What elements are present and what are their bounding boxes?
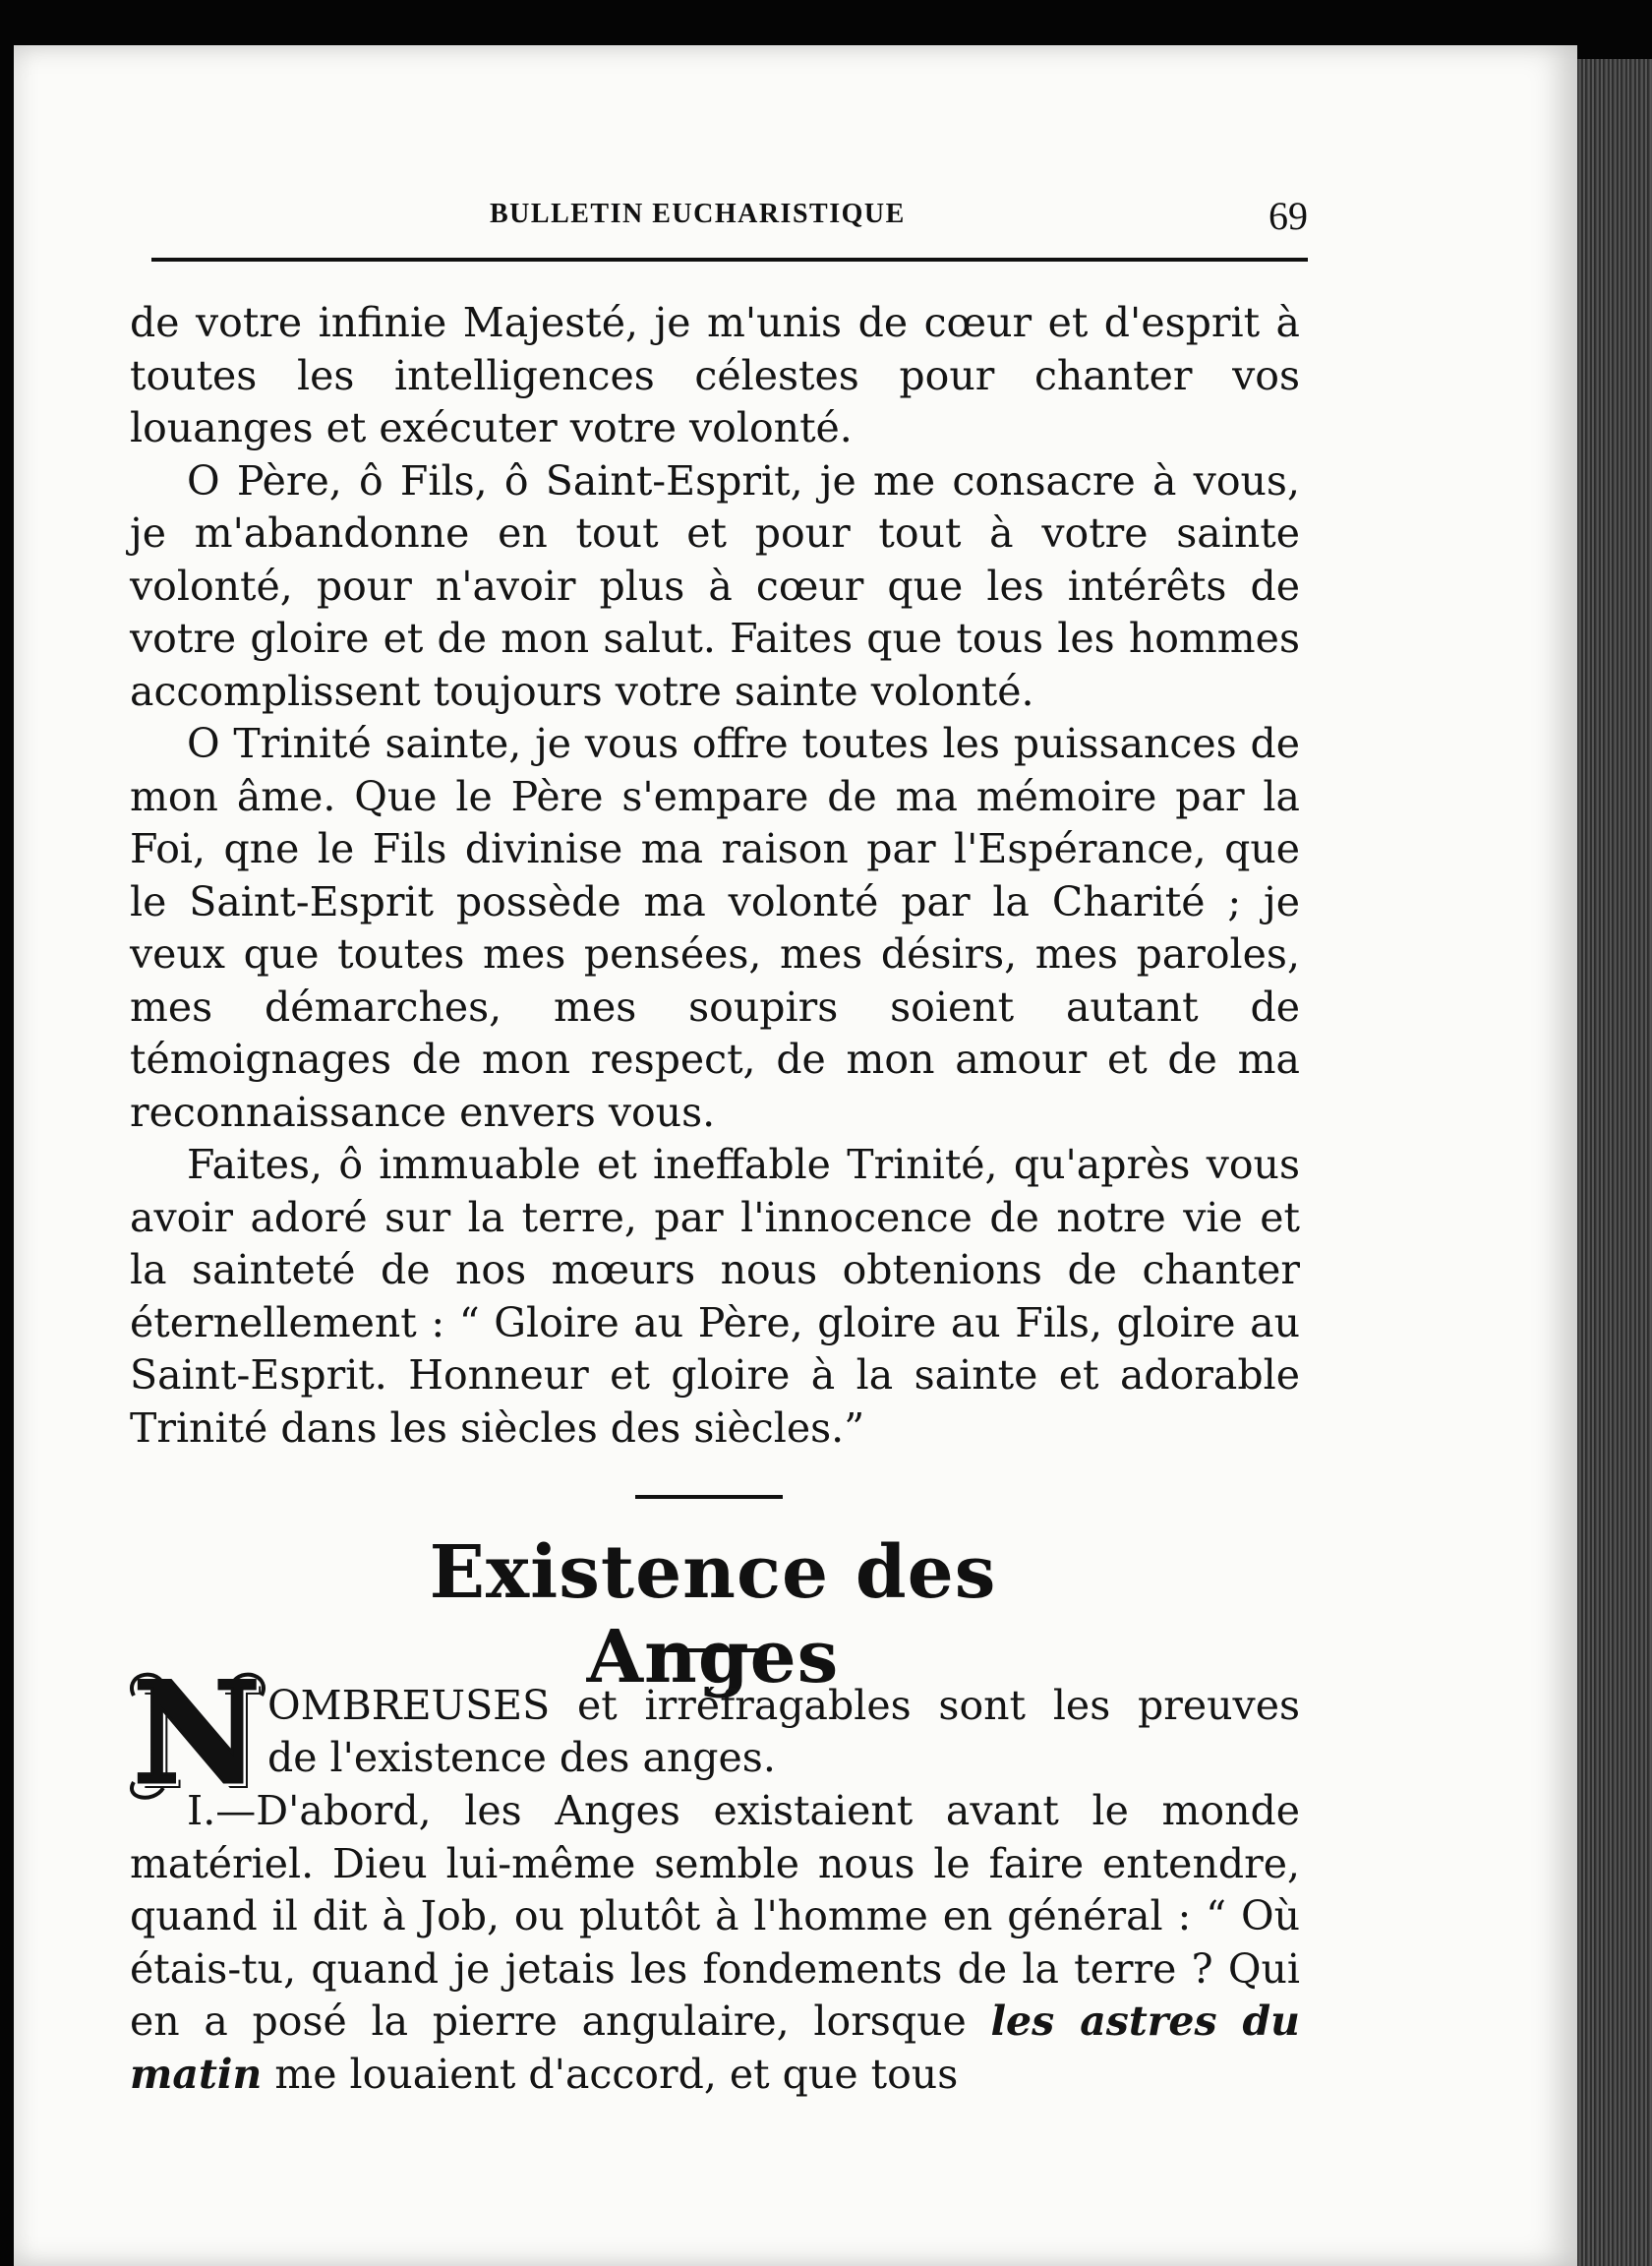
page-edges — [1577, 59, 1652, 2266]
paragraph-4: Faites, ô immuable et ineffable Trinité, qu'après vous avoir adoré sur la terre, par l'innocence de notre vie et la sainteté de nos mœurs nous obtenions de chanter éternellement : “ Gloire au Père, gloire au Fils, gloire au Saint-Esprit. Honneur et gloire à la sainte et adorable Trinité dans les siècles des siècles.” — [130, 1141, 1300, 1452]
italic-phrase: les astres du matin — [130, 1998, 1300, 2098]
drop-cap-letter: N — [133, 1652, 261, 1816]
prayer-text — [130, 297, 1300, 1455]
running-header — [148, 185, 1308, 244]
header-rule — [151, 258, 1308, 262]
paragraph-2: O Père, ô Fils, ô Saint-Esprit, je me consacre à vous, je m'abandonne en tout et pour tout à votre sainte volonté, pour n'avoir plus à cœur que les intérêts de votre gloire et de mon salut. Faites que tous les hommes accomplissent toujours votre sainte volonté. — [130, 456, 1300, 715]
section-separator-bottom — [665, 1648, 763, 1652]
running-title: BULLETIN EUCHARISTIQUE — [490, 199, 906, 229]
lead-line-1: OMBREUSES et irréfragables sont les preuves — [267, 1682, 1300, 1729]
section-body — [130, 1785, 1300, 2101]
paragraph-3: O Trinité sainte, je vous offre toutes les puissances de mon âme. Que le Père s'empare de ma mémoire par la Foi, qne le Fils divinise ma raison par l'Espérance, que le Saint-Esprit possède ma volonté par la Charité ; je veux que toutes mes pensées, mes désirs, mes paroles, mes démarches, mes soupirs soient autant de témoignages de mon respect, de mon amour et de ma reconnaissance envers vous. — [130, 720, 1300, 1136]
section-paragraph-1-text: I.—D'abord, les Anges existaient avant le monde matériel. Dieu lui-même semble nous le faire entendre, quand il dit à Job, ou plutôt à l'homme en général : “ Où étais-tu, quand je jetais les fondements de la terre ? Qui en a posé la pierre angulaire, lorsque — [130, 1787, 1300, 2045]
lead-line-2: de l'existence des anges. — [267, 1734, 776, 1781]
section-title: Existence des Anges — [429, 1530, 997, 1700]
section-separator-top — [635, 1495, 783, 1499]
paragraph-1: de votre infinie Majesté, je m'unis de cœur et d'esprit à toutes les intelligences célestes pour chanter vos louanges et exécuter votre volonté. — [130, 299, 1300, 451]
page-number: 69 — [1268, 194, 1308, 238]
section-paragraph-1 — [130, 1785, 1300, 2101]
section-paragraph-1-tail: me louaient d'accord, et que tous — [262, 2050, 959, 2098]
